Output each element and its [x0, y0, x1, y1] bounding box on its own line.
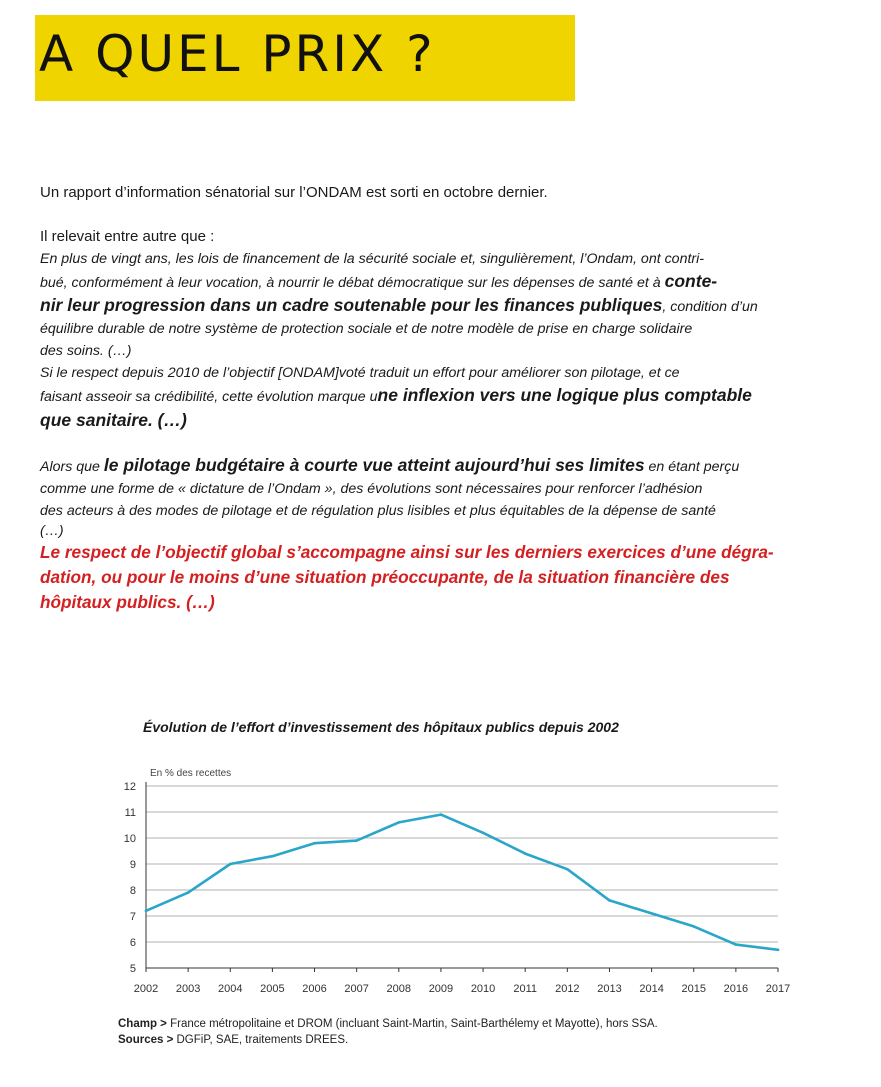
x-tick-label: 2016: [723, 983, 749, 995]
x-tick-label: 2009: [428, 983, 454, 995]
x-tick-label: 2002: [133, 983, 159, 995]
x-tick-label: 2010: [470, 983, 496, 995]
y-tick-label: 11: [124, 807, 136, 819]
data-point: [566, 868, 569, 871]
x-tick-label: 2007: [344, 983, 369, 995]
line-chart: [110, 760, 800, 1005]
y-tick-label: 7: [129, 911, 136, 923]
data-point: [229, 863, 232, 866]
intro-line: Un rapport d’information sénatorial sur l’ONDAM est sorti en octobre dernier.: [40, 184, 548, 201]
quote-paragraph: Alors que le pilotage budgétaire à courte vue atteint aujourd’hui ses limites en étant perçu comme une forme de « dictature de l’Ondam », des évolutions sont nécessaires pour renforcer l’adhésion des acteurs à des modes de pilotage et de régulation plus lisibles et plus équitables de la dépense de santé (…): [40, 455, 740, 539]
data-point: [313, 842, 316, 845]
sources-note: Sources > DGFiP, SAE, traitements DREES.: [118, 1034, 349, 1046]
x-tick-label: 2015: [681, 983, 706, 995]
y-tick-label: 6: [129, 937, 136, 949]
y-tick-label: 12: [123, 781, 136, 793]
data-point: [608, 899, 611, 902]
series-line: [146, 815, 778, 950]
data-point: [440, 813, 443, 816]
title-banner: [35, 15, 575, 101]
y-tick-label: 10: [123, 833, 136, 845]
data-point: [692, 925, 695, 928]
x-tick-label: 2012: [555, 983, 580, 995]
red-highlight-quote: Le respect de l’objectif global s’accompagne ainsi sur les derniers exercices d’une dégra- dation, ou pour le moins d’une situation préoccupante, de la situation financière des hôpitaux publics. (…): [40, 542, 774, 612]
data-point: [777, 949, 780, 952]
x-tick-label: 2014: [639, 983, 664, 995]
y-tick-label: 9: [129, 859, 136, 871]
x-tick-label: 2003: [175, 983, 201, 995]
x-tick-label: 2004: [218, 983, 243, 995]
page-title: A QUEL PRIX ?: [39, 25, 436, 83]
x-tick-label: 2013: [597, 983, 622, 995]
data-point: [355, 839, 358, 842]
data-point: [482, 832, 485, 835]
y-axis-label: En % des recettes: [150, 768, 232, 779]
data-point: [650, 912, 653, 915]
data-point: [187, 891, 190, 894]
champ-note: Champ > France métropolitaine et DROM (incluant Saint-Martin, Saint-Barthélemy et Mayotte), hors SSA.: [118, 1018, 658, 1030]
data-point: [735, 943, 738, 946]
x-tick-label: 2006: [302, 983, 327, 995]
data-point: [398, 821, 401, 824]
quote-paragraph: Si le respect depuis 2010 de l’objectif [ONDAM]voté traduit un effort pour améliorer son pilotage, et ce faisant asseoir sa crédibilité, cette évolution marque une inflexion vers une logique plus comptable que sanitaire. (…): [40, 365, 752, 430]
x-tick-label: 2008: [386, 983, 412, 995]
x-tick-label: 2017: [765, 983, 791, 995]
quote-paragraph: En plus de vingt ans, les lois de financement de la sécurité sociale et, singulièrement, l’Ondam, ont contri- bué, conformément à leur vocation, à nourrir le débat démocratique sur les dépenses de santé et à conte- nir leur progression dans un cadre soutenable pour les finances publiques, condition d’un équilibre durable de notre système de protection sociale et de notre modèle de prise en charge solidaire des soins. (…): [40, 251, 758, 359]
x-tick-label: 2011: [513, 983, 538, 995]
article-body: [40, 182, 840, 615]
chart-title: Évolution de l’effort d’investissement des hôpitaux publics depuis 2002: [143, 719, 619, 735]
x-tick-label: 2005: [260, 983, 285, 995]
y-tick-label: 5: [129, 963, 136, 975]
intro-line: Il relevait entre autre que :: [40, 228, 215, 245]
y-tick-label: 8: [129, 885, 136, 897]
chart-notes: [118, 1016, 658, 1048]
data-point: [145, 910, 148, 913]
data-point: [524, 852, 527, 855]
data-point: [271, 855, 274, 858]
